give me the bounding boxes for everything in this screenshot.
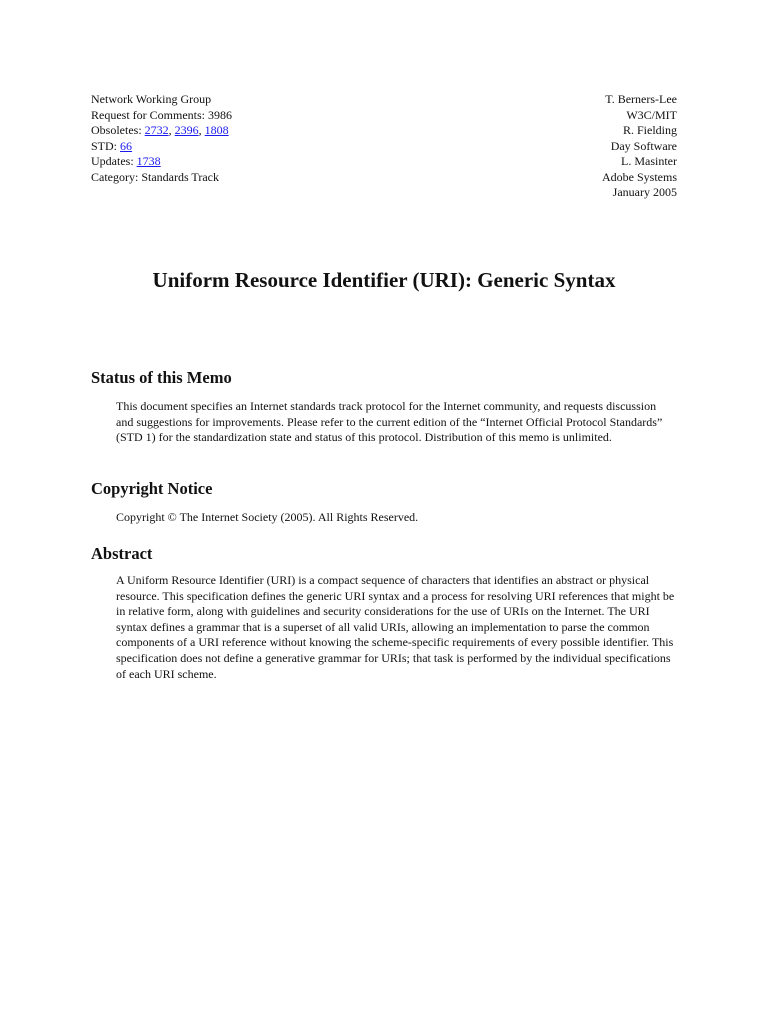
- updates-label: Updates:: [91, 154, 137, 168]
- obsoletes-link-1808[interactable]: 1808: [204, 123, 229, 137]
- author-masinter: L. Masinter: [621, 154, 677, 168]
- org-adobe-systems: Adobe Systems: [602, 169, 677, 184]
- std-line: [91, 139, 232, 155]
- rfc-number: Request for Comments: 3986: [91, 107, 232, 122]
- updates-link[interactable]: 1738: [136, 154, 161, 168]
- std-label: STD:: [91, 138, 121, 153]
- publication-date: January 2005: [612, 185, 677, 199]
- header-right-block: [602, 92, 677, 201]
- obsoletes-label: Obsoletes:: [91, 123, 145, 137]
- updates-line: [91, 154, 232, 170]
- org-w3c-mit: W3C/MIT: [626, 107, 677, 122]
- author-fielding: R. Fielding: [622, 123, 677, 137]
- status-body: This document specifies an Internet standards track protocol for the Internet community, and requests discussion and suggestions for improvements. Please refer to the current edition of the “Internet Official Protocol Standards” (STD 1) for the standardization state and status of this protocol. Distribution of this memo is unlimited.: [116, 399, 663, 445]
- category: Category: Standards Track: [91, 169, 219, 184]
- obsoletes-link-2396[interactable]: 2396: [174, 123, 199, 137]
- abstract-heading: Abstract: [91, 544, 153, 563]
- obsoletes-link-2732[interactable]: 2732: [144, 123, 169, 137]
- copyright-body: Copyright © The Internet Society (2005). All Rights Reserved.: [116, 510, 419, 524]
- obsoletes-line: Obsoletes: 2732, 2396, 1808: [91, 123, 229, 137]
- working-group: Network Working Group: [91, 92, 212, 106]
- status-heading: Status of this Memo: [91, 368, 232, 387]
- org-day-software: Day Software: [610, 138, 677, 153]
- copyright-heading: Copyright Notice: [91, 479, 213, 498]
- std-link[interactable]: 66: [120, 138, 133, 153]
- author-berners-lee: T. Berners-Lee: [605, 92, 677, 106]
- abstract-body: A Uniform Resource Identifier (URI) is a compact sequence of characters that identifies an abstract or physical resource. This specification defines the generic URI syntax and a process for resolving URI references that might be in relative form, along with guidelines and security considerations for the use of URIs on the Internet. The URI syntax defines a grammar that is a superset of all valid URIs, allowing an implementation to parse the common components of a URI reference without knowing the scheme-specific requirements of every possible identifier. This specification does not define a generative grammar for URIs; that task is performed by the individual specifications of each URI scheme.: [116, 573, 675, 681]
- header-left-block: [91, 92, 232, 185]
- document-title: Uniform Resource Identifier (URI): Generic Syntax: [152, 268, 616, 292]
